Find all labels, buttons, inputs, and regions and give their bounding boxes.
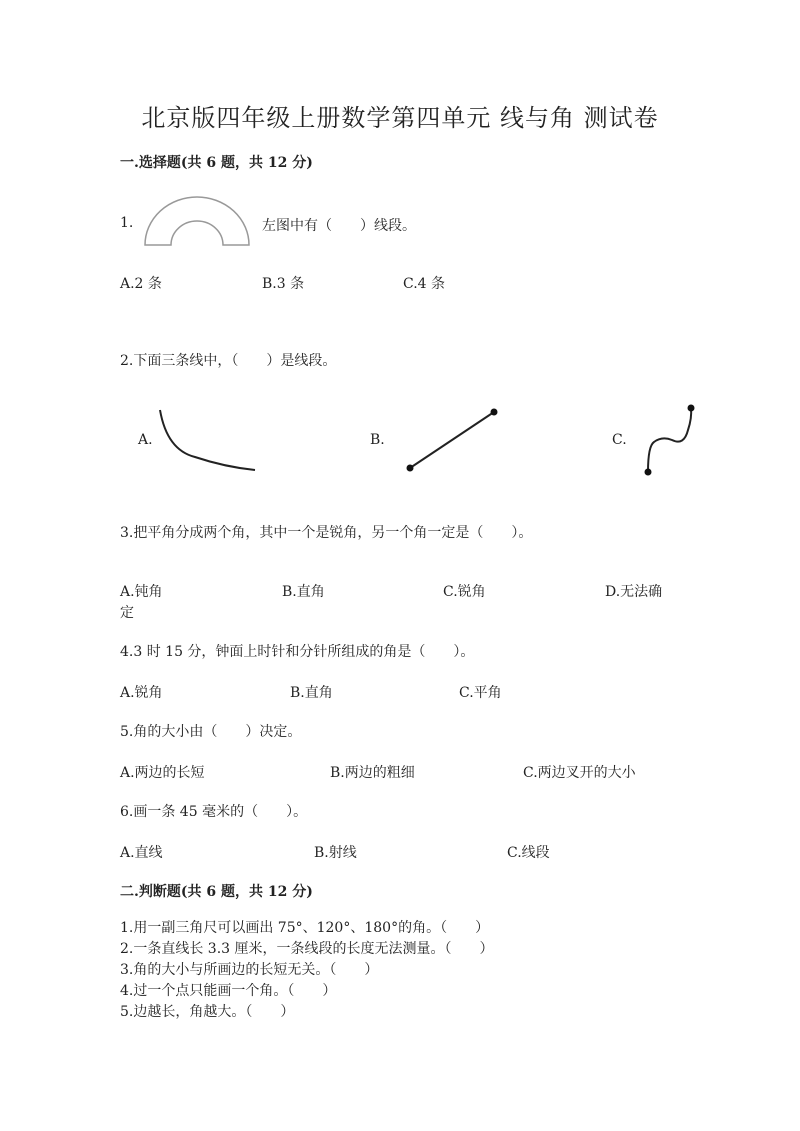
question-6-text: 6.画一条 45 毫米的（ ）。 <box>120 804 308 820</box>
q3-option-d: D.无法确 <box>605 584 663 600</box>
curve-figure-a <box>155 405 260 475</box>
judge-item-2: 2.一条直线长 3.3 厘米，一条线段的长度无法测量。（ ） <box>120 941 494 957</box>
question-5-text: 5.角的大小由（ ）决定。 <box>120 724 302 740</box>
q3-option-a: A.钝角 <box>120 584 163 600</box>
semicircle-ring-figure <box>140 190 255 250</box>
q5-option-c: C.两边叉开的大小 <box>523 765 636 781</box>
q5-option-b: B.两边的粗细 <box>330 765 415 781</box>
q2-label-a: A. <box>138 432 153 448</box>
q6-option-c: C.线段 <box>507 845 550 861</box>
q2-label-c: C. <box>612 432 627 448</box>
q3-option-b: B.直角 <box>282 584 325 600</box>
q4-option-c: C.平角 <box>459 685 502 701</box>
page-title: 北京版四年级上册数学第四单元 线与角 测试卷 <box>141 104 659 132</box>
q1-option-c: C.4 条 <box>403 276 446 292</box>
q4-option-a: A.锐角 <box>120 685 163 701</box>
wavy-segment-figure-c <box>640 400 700 480</box>
q3-option-c: C.锐角 <box>443 584 486 600</box>
question-1-text: 左图中有（ ）线段。 <box>262 218 416 234</box>
question-4-text: 4.3 时 15 分，钟面上时针和分针所组成的角是（ ）。 <box>120 644 475 660</box>
question-2-text: 2.下面三条线中，（ ）是线段。 <box>120 353 337 369</box>
q1-option-a: A.2 条 <box>120 276 162 292</box>
q6-option-a: A.直线 <box>120 845 163 861</box>
judge-item-1: 1.用一副三角尺可以画出 75°、120°、180°的角。（ ） <box>120 920 490 936</box>
segment-figure-b <box>400 405 505 475</box>
q4-option-b: B.直角 <box>290 685 333 701</box>
q1-option-b: B.3 条 <box>262 276 305 292</box>
question-1-number: 1. <box>120 215 134 231</box>
judge-item-4: 4.过一个点只能画一个角。（ ） <box>120 983 337 999</box>
section-heading-choice: 一.选择题(共 6 题，共 12 分) <box>120 155 313 171</box>
q3-option-d-wrap: 定 <box>120 605 134 621</box>
judge-item-5: 5.边越长，角越大。（ ） <box>120 1004 295 1020</box>
q6-option-b: B.射线 <box>314 845 357 861</box>
question-3-text: 3.把平角分成两个角，其中一个是锐角，另一个角一定是（ ）。 <box>120 525 533 541</box>
q5-option-a: A.两边的长短 <box>120 765 205 781</box>
section-heading-judge: 二.判断题(共 6 题，共 12 分) <box>120 884 313 900</box>
judge-item-3: 3.角的大小与所画边的长短无关。（ ） <box>120 962 379 978</box>
q2-label-b: B. <box>370 432 385 448</box>
